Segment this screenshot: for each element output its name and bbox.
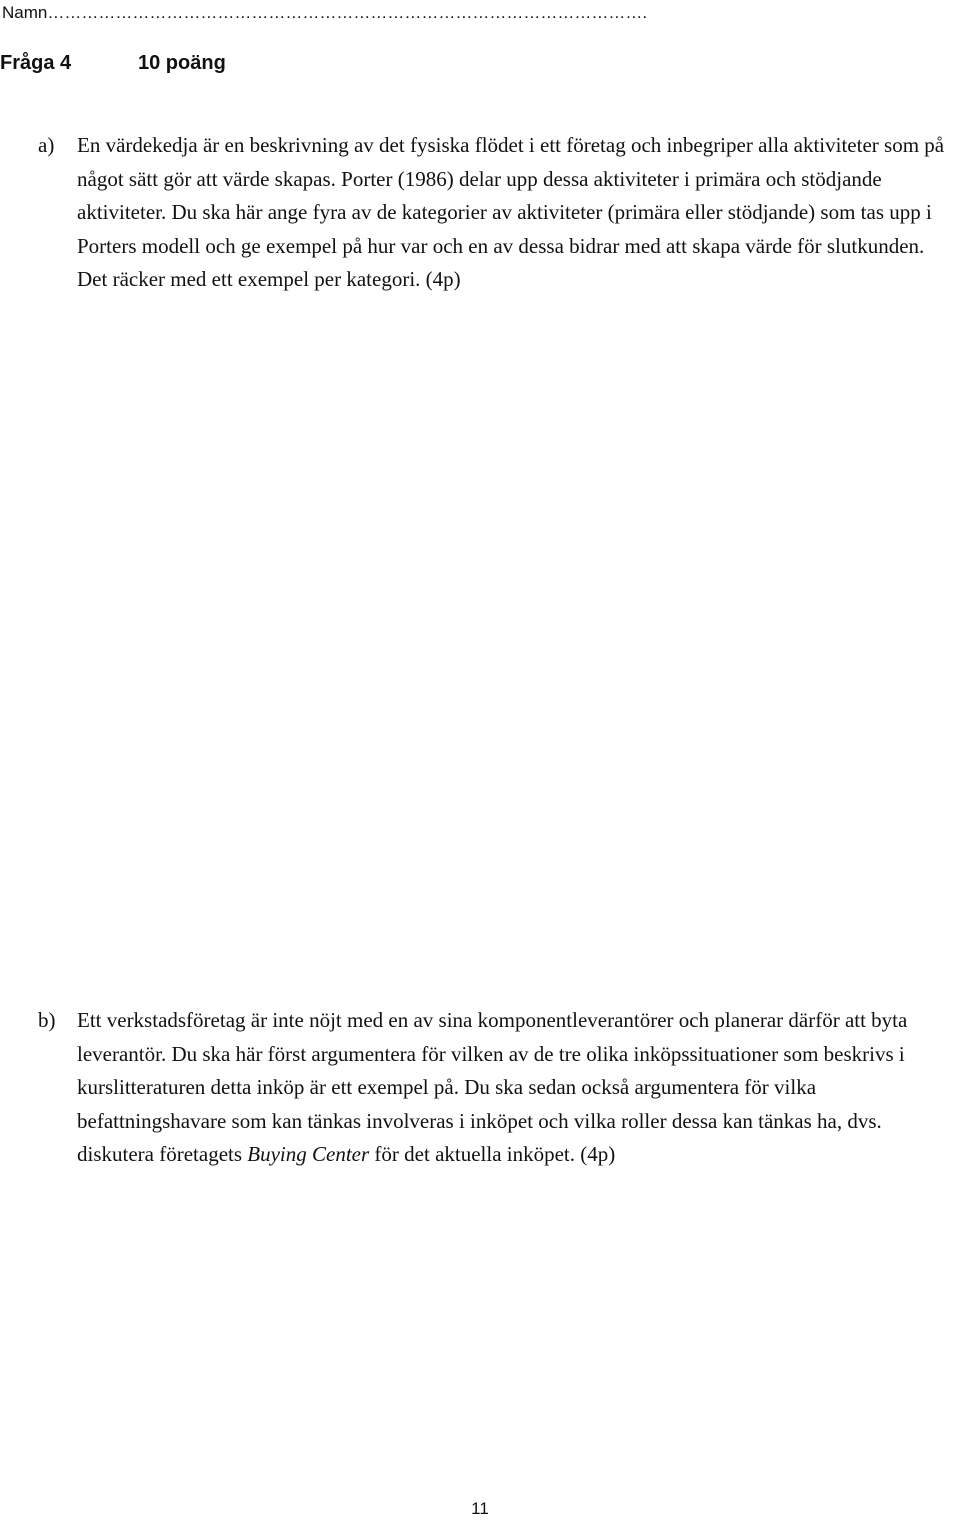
sub-question-text-part: för det aktuella inköpet. (4p) [369,1142,616,1166]
page-number: 11 [471,1499,489,1518]
question-number: Fråga 4 [0,52,72,74]
sub-question-text [77,1004,958,1172]
buying-center-term: Buying Center [247,1142,370,1166]
question-points: 10 poäng [138,52,226,74]
name-field-line: Namn……………………………………………………………………………………………. [2,3,648,22]
sub-question-label: a) [38,133,55,157]
sub-question-label: b) [38,1008,56,1032]
sub-question-text-part: Ett verkstadsföretag är inte nöjt med en av sina komponentleverantörer och planerar därför att byta leverantör. Du ska här först argumentera för vilken av de tre olika inköpssituationer som beskrivs i kurslitteraturen detta inköp är ett exempel på. Du ska sedan också argumentera för vilka befattningshavare som kan tänkas involveras i inköpet och vilka roller dessa kan tänkas ha, dvs. diskutera företagets [77,1008,908,1166]
sub-question-a [38,129,958,297]
sub-question-b [38,1004,958,1172]
sub-question-text: En värdekedja är en beskrivning av det fysiska flödet i ett företag och inbegriper alla aktiviteter som på något sätt gör att värde skapas. Porter (1986) delar upp dessa aktiviteter i primära och stödjande aktiviteter. Du ska här ange fyra av de kategorier av aktiviteter (primära eller stödjande) som tas upp i Porters modell och ge exempel på hur var och en av dessa bidrar med att skapa värde för slutkunden. Det räcker med ett exempel per kategori. (4p) [77,133,945,291]
